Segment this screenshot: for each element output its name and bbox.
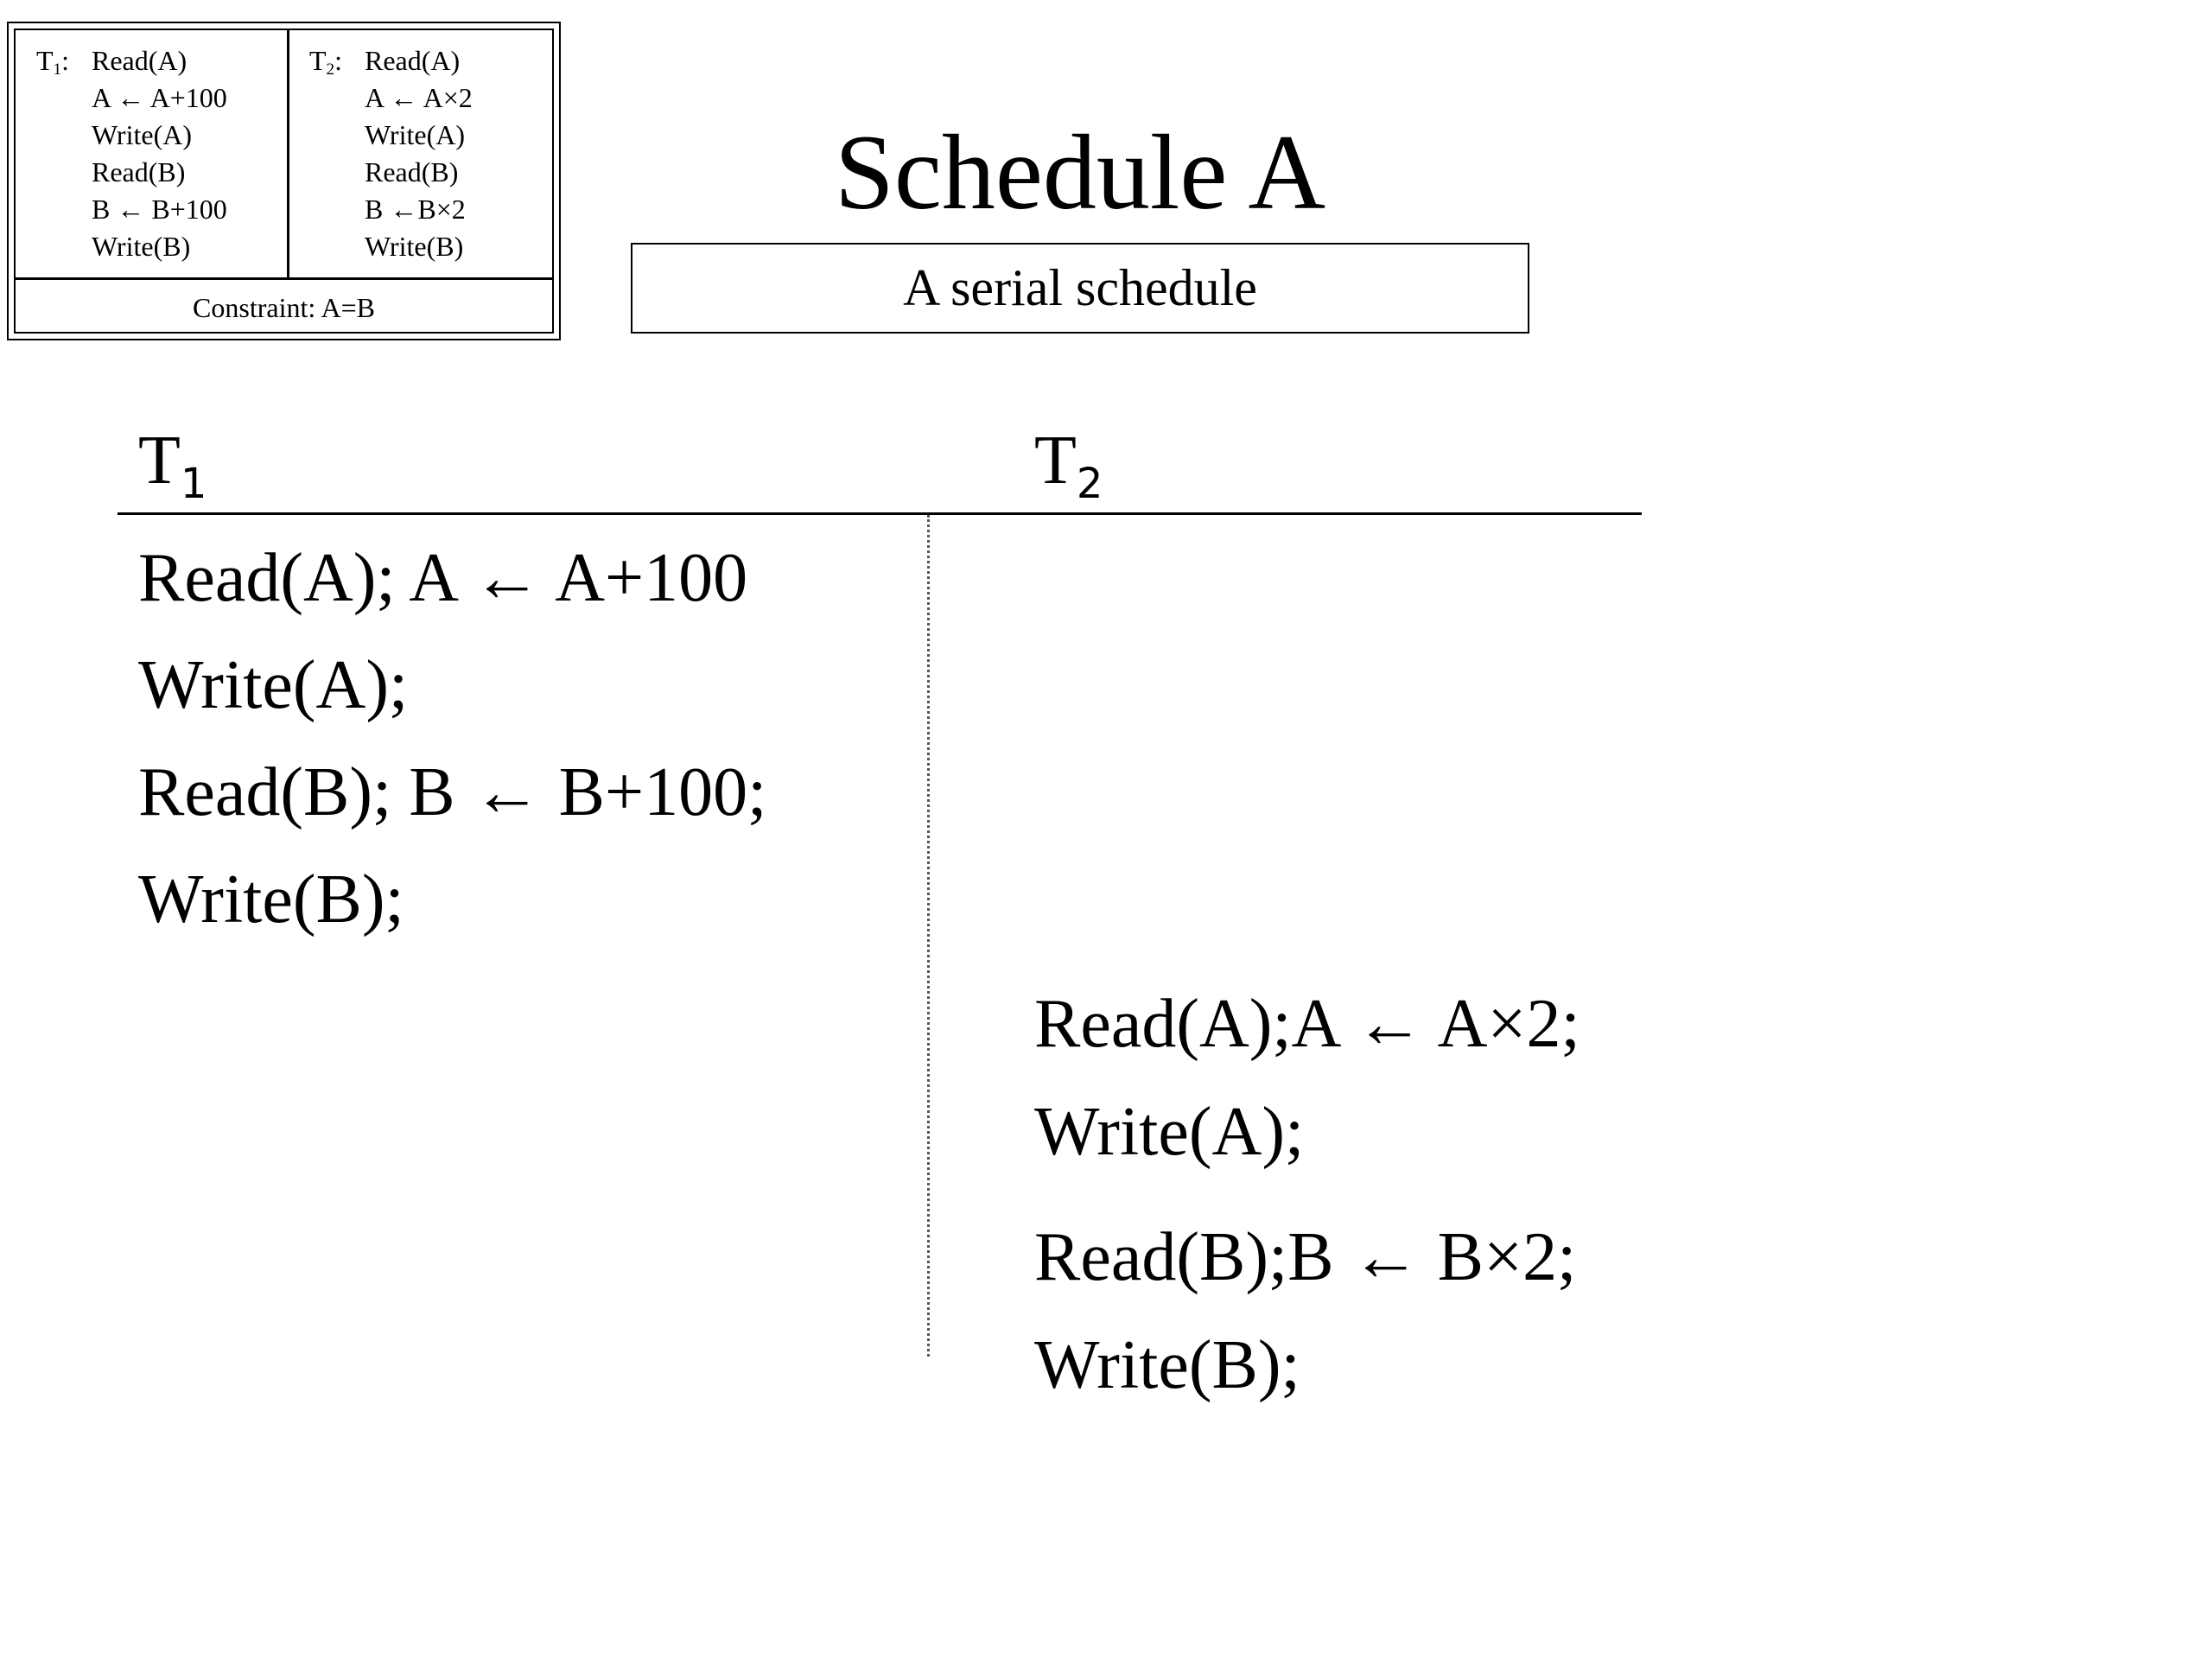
reference-t1-op: Read(A)	[92, 45, 188, 76]
t2-operation: Read(A);A ← A×2;	[1034, 986, 1580, 1062]
reference-t1-ops	[92, 42, 227, 265]
column-divider	[927, 515, 930, 1357]
reference-column-divider	[287, 30, 289, 277]
reference-t2-op: A ← A×2	[365, 82, 473, 113]
reference-t2-op: Read(A)	[365, 45, 461, 76]
transaction-reference-inner	[14, 29, 554, 334]
transaction-reference-box	[7, 22, 561, 340]
reference-t1-op: Write(B)	[92, 231, 191, 262]
reference-t2-op: Write(B)	[365, 231, 464, 262]
reference-t2-op: B ←B×2	[365, 194, 466, 225]
reference-t2-op: Read(B)	[365, 156, 459, 188]
subtitle-box	[631, 243, 1529, 334]
t1-column-header: $T_1$	[138, 423, 207, 508]
reference-t1-op: A ← A+100	[92, 82, 227, 113]
page-title: Schedule A	[834, 113, 1326, 232]
t2-column-header: $T_2$	[1034, 423, 1103, 508]
reference-t1-op: Read(B)	[92, 156, 186, 188]
reference-t1-label: $T_1$:	[36, 45, 70, 79]
reference-t2-op: Write(A)	[365, 119, 465, 150]
reference-t1-op: B ← B+100	[92, 194, 227, 225]
t2-operation: Write(B);	[1034, 1327, 1300, 1403]
reference-constraint: Constraint: A=B	[193, 292, 375, 323]
t1-operation: Write(B);	[138, 861, 404, 938]
subtitle: A serial schedule	[903, 259, 1257, 316]
t1-operation: Read(A); A ← A+100	[138, 540, 748, 616]
t1-operation: Write(A);	[138, 647, 409, 723]
t2-operation: Read(B);B ← B×2;	[1034, 1219, 1577, 1295]
reference-row-divider	[16, 277, 552, 280]
reference-t2-ops	[365, 42, 473, 265]
t2-operation: Write(A);	[1034, 1094, 1305, 1170]
header-rule	[118, 512, 1642, 515]
t1-operation: Read(B); B ← B+100;	[138, 754, 767, 830]
reference-t2-label: $T_2$:	[309, 45, 343, 79]
reference-t1-op: Write(A)	[92, 119, 192, 150]
